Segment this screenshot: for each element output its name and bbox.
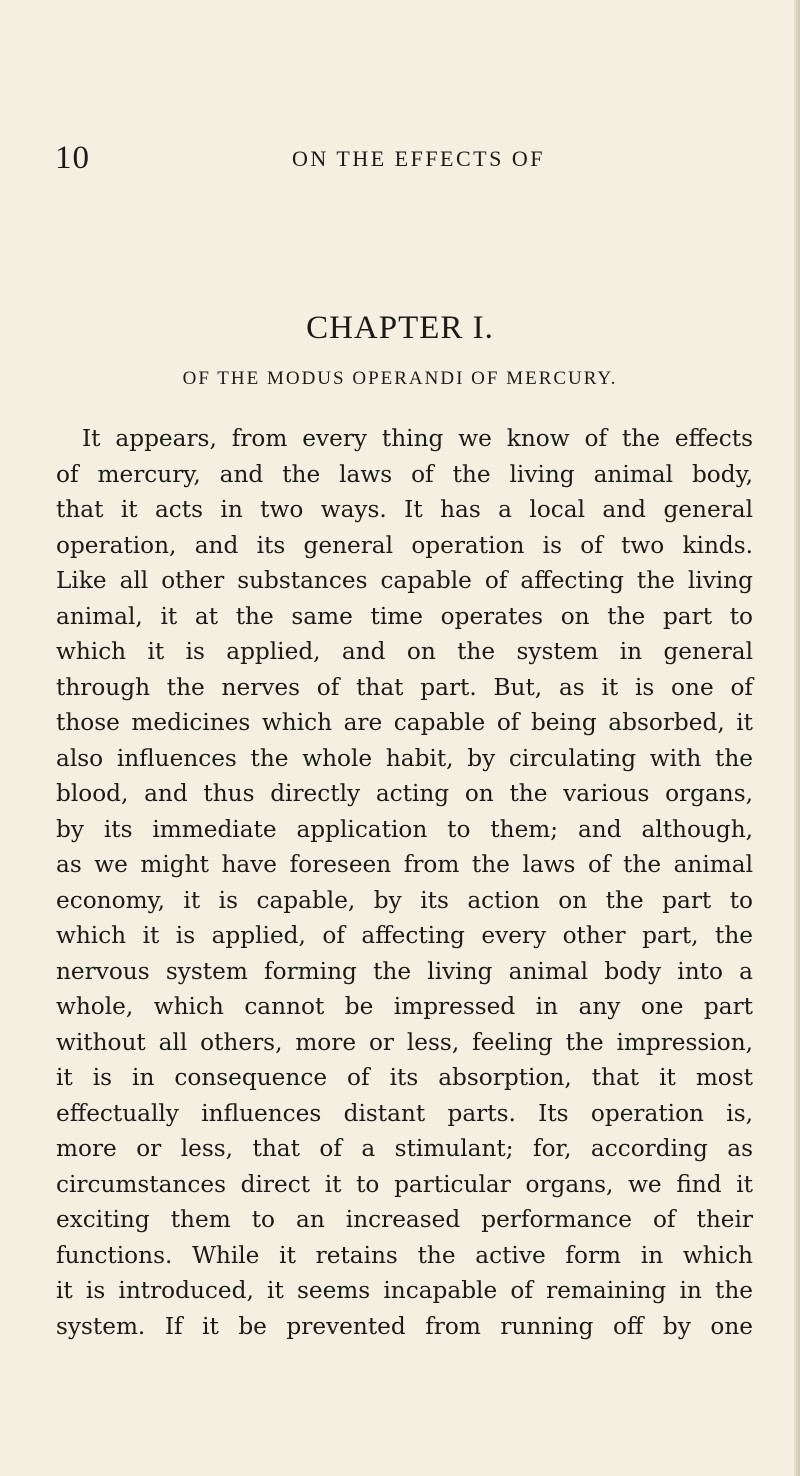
text-line: also influences the whole habit, by circulating with the — [56, 744, 753, 772]
text-line: Like all other substances capable of affecting the living — [56, 567, 753, 594]
chapter-subtitle: OF THE MODUS OPERANDI OF MERCURY. — [182, 368, 618, 389]
text-line: whole, which cannot be impressed in any one part — [56, 993, 753, 1020]
text-line: as we might have foreseen from the laws of the animal — [56, 851, 753, 878]
text-line: it is introduced, it seems incapable of remaining in the — [56, 1277, 753, 1304]
running-title: ON THE EFFECTS OF — [292, 146, 545, 171]
text-line: animal, it at the same time operates on the part to — [56, 602, 753, 630]
text-line: functions. While it retains the active form in which — [56, 1241, 753, 1269]
page-number: 10 — [55, 140, 90, 176]
text-line: blood, and thus directly acting on the various organs, — [56, 780, 753, 807]
text-line: which it is applied, of affecting every other part, the — [56, 922, 753, 949]
body-paragraph — [56, 421, 753, 1344]
text-line: those medicines which are capable of being absorbed, it — [56, 709, 753, 736]
running-head — [0, 140, 800, 176]
text-line: nervous system forming the living animal body into a — [56, 957, 753, 985]
text-line: that it acts in two ways. It has a local and general — [56, 496, 753, 523]
text-line: through the nerves of that part. But, as it is one of — [56, 673, 753, 701]
text-line: system. If it be prevented from running off by one — [56, 1312, 753, 1340]
text-line: exciting them to an increased performance of their — [56, 1206, 753, 1233]
text-line: It appears, from every thing we know of the effects — [82, 425, 753, 452]
text-line: effectually influences distant parts. Its operation is, — [56, 1099, 753, 1127]
text-line: which it is applied, and on the system in general — [56, 638, 753, 665]
text-line: operation, and its general operation is of two kinds. — [56, 531, 753, 559]
chapter-title: CHAPTER I. — [306, 310, 494, 346]
text-line: without all others, more or less, feeling the impression, — [56, 1028, 753, 1056]
text-line: it is in consequence of its absorption, that it most — [56, 1064, 753, 1091]
text-line: of mercury, and the laws of the living animal body, — [56, 460, 753, 488]
text-line: by its immediate application to them; and although, — [56, 815, 753, 843]
text-line: circumstances direct it to particular organs, we find it — [56, 1170, 753, 1198]
page-edge — [794, 0, 800, 1476]
text-line: more or less, that of a stimulant; for, according as — [56, 1135, 753, 1162]
text-line: economy, it is capable, by its action on the part to — [56, 886, 753, 914]
